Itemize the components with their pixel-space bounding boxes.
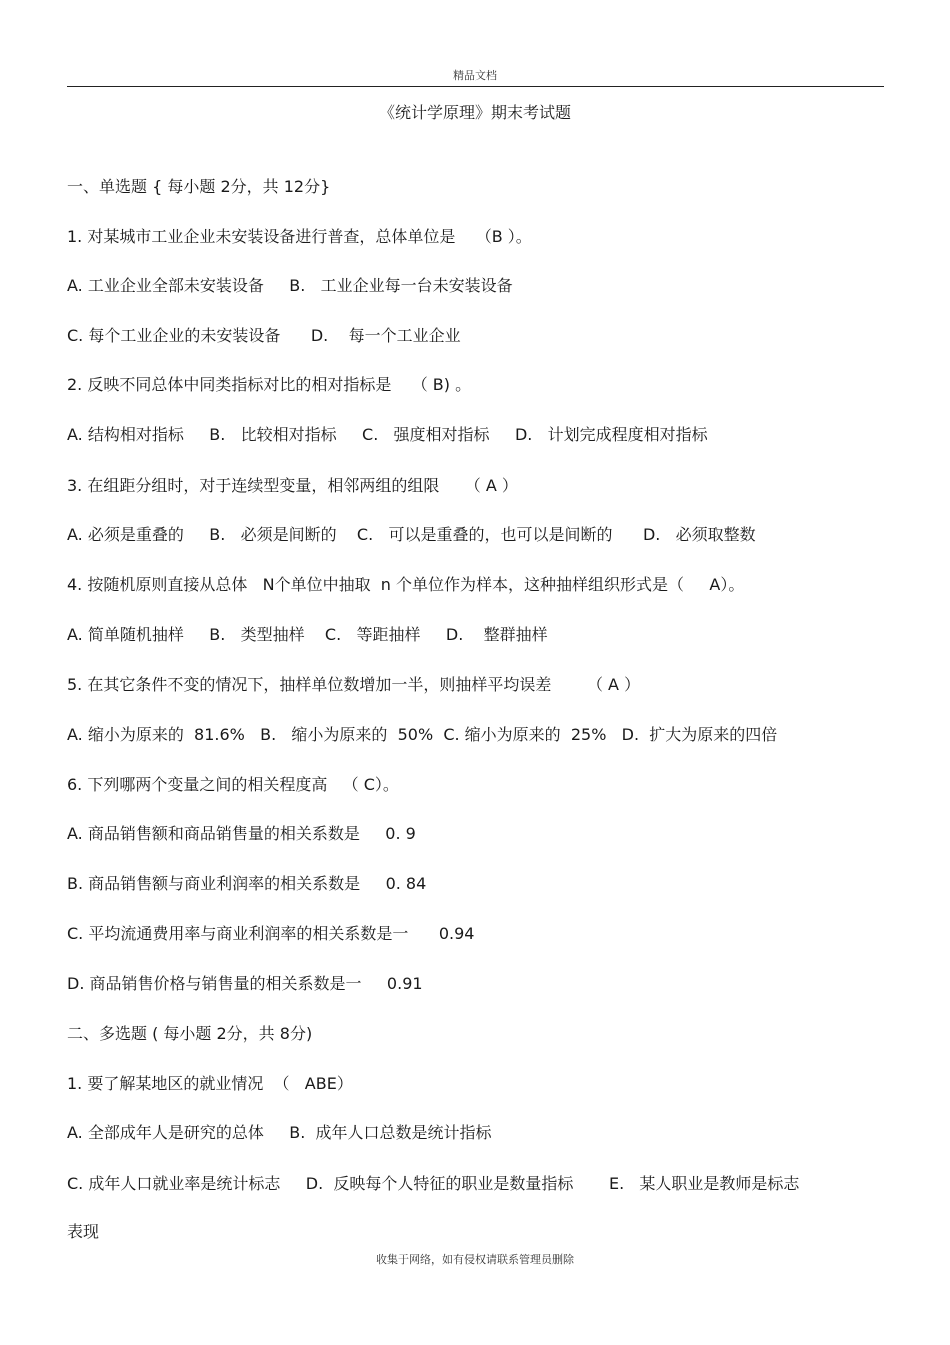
question-6-option: A. 商品销售额和商品销售量的相关系数是 0. 9 <box>67 824 416 843</box>
question-2-options: A. 结构相对指标 B. 比较相对指标 C. 强度相对指标 D. 计划完成程度相对指标 <box>67 425 708 444</box>
question-6: 6. 下列哪两个变量之间的相关程度高 （ C）。 <box>67 775 399 794</box>
question-6-option: B. 商品销售额与商业利润率的相关系数是 0. 84 <box>67 874 427 893</box>
section-heading-multiple-choice: 二、多选题 ( 每小题 2分，共 8分) <box>67 1024 313 1043</box>
question-1-options: A. 工业企业全部未安装设备 B. 工业企业每一台未安装设备 <box>67 276 513 295</box>
mc-question-1: 1. 要了解某地区的就业情况 （ ABE） <box>67 1074 353 1093</box>
mc-question-1-options: A. 全部成年人是研究的总体 B. 成年人口总数是统计指标 <box>67 1123 492 1142</box>
question-5-options: A. 缩小为原来的 81.6% B. 缩小为原来的 50% C. 缩小为原来的 25% D. 扩大为原来的四倍 <box>67 725 778 744</box>
question-2: 2. 反映不同总体中同类指标对比的相对指标是 （ B) 。 <box>67 375 472 394</box>
page-header: 精品文档 <box>453 69 497 82</box>
section-heading-single-choice: 一、单选题 { 每小题 2分，共 12分} <box>67 177 331 196</box>
question-3-options: A. 必须是重叠的 B. 必须是间断的 C. 可以是重叠的，也可以是间断的 D. 必须取整数 <box>67 525 756 544</box>
document-title: 《统计学原理》期末考试题 <box>378 103 571 122</box>
header-divider <box>67 86 884 87</box>
question-6-option: D. 商品销售价格与销售量的相关系数是一 0.91 <box>67 974 423 993</box>
question-5: 5. 在其它条件不变的情况下，抽样单位数增加一半，则抽样平均误差 （ A ） <box>67 675 641 694</box>
question-3: 3. 在组距分组时，对于连续型变量，相邻两组的组限 （ A ） <box>67 476 518 495</box>
question-4: 4. 按随机原则直接从总体 N个单位中抽取 n 个单位作为样本，这种抽样组织形式是（ A）。 <box>67 575 745 594</box>
mc-question-1-options: C. 成年人口就业率是统计标志 D. 反映每个人特征的职业是数量指标 E. 某人职业是教师是标志 <box>67 1174 800 1193</box>
mc-question-1-options-continued: 表现 <box>67 1222 100 1241</box>
question-4-options: A. 简单随机抽样 B. 类型抽样 C. 等距抽样 D. 整群抽样 <box>67 625 548 644</box>
page-footer: 收集于网络，如有侵权请联系管理员删除 <box>376 1253 574 1266</box>
question-6-option: C. 平均流通费用率与商业利润率的相关系数是一 0.94 <box>67 924 475 943</box>
question-1: 1. 对某城市工业企业未安装设备进行普查，总体单位是 （B ）。 <box>67 227 532 246</box>
question-1-options: C. 每个工业企业的未安装设备 D. 每一个工业企业 <box>67 326 461 345</box>
